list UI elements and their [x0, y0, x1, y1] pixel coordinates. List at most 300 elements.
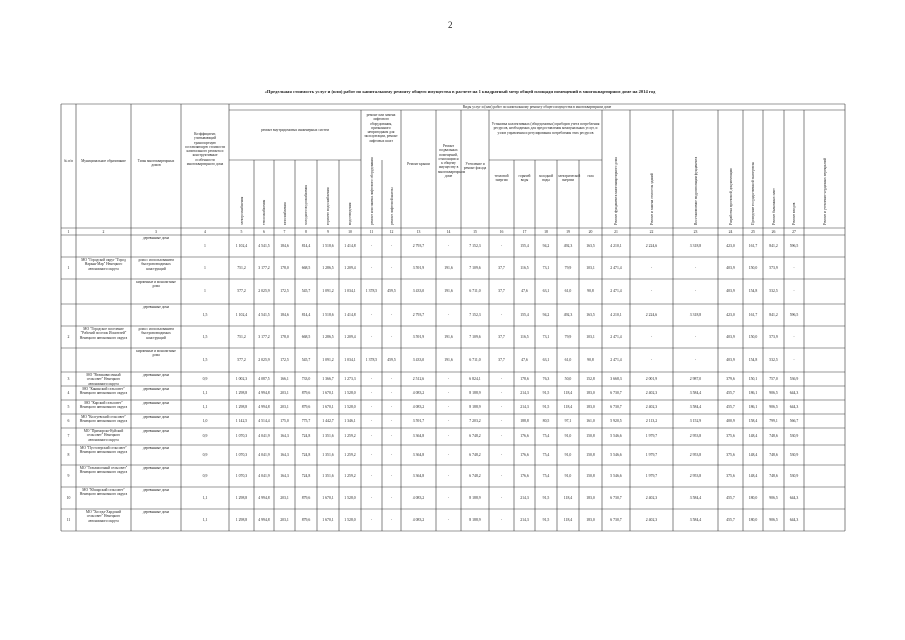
row-value: 150,0 — [748, 334, 758, 339]
row-value: 577,2 — [237, 289, 246, 293]
page-number: 2 — [448, 20, 453, 30]
row-value: 73,1 — [542, 265, 550, 270]
row-value: 1 351,6 — [322, 473, 334, 478]
row-coefficient: 1,1 — [202, 390, 208, 395]
row-value: 751,2 — [237, 265, 246, 270]
row-value: - — [793, 289, 795, 293]
row-value: 2 512,6 — [412, 376, 425, 381]
row-coefficient: 0,9 — [202, 376, 208, 381]
column-number: 8 — [305, 229, 307, 234]
row-value: 4 541,5 — [258, 243, 270, 248]
header-group-title: Виды услуг и (или) работ по капитальному ремонту общего имущества в многоквартирном доме — [462, 105, 612, 109]
row-value: 879,6 — [301, 404, 311, 409]
column-number: 25 — [751, 229, 755, 234]
row-value: 37,7 — [498, 357, 505, 362]
row-coefficient: 1,1 — [202, 404, 208, 409]
header-subcol: горячего водоснабжения — [326, 187, 330, 225]
row-value: 176,6 — [520, 434, 529, 438]
row-value: 1 979,7 — [645, 473, 658, 478]
row-value: 724,8 — [301, 473, 311, 478]
row-value: 906,5 — [769, 517, 778, 522]
row-coefficient: 1,5 — [202, 334, 208, 339]
row-value: - — [650, 289, 653, 293]
row-value: 2 001,9 — [645, 376, 658, 381]
row-value: 1 298,8 — [235, 404, 248, 409]
header-engineering: ремонт внутридомовых инженерных систем — [261, 128, 329, 132]
row-value: 530,9 — [789, 473, 799, 478]
row-house-type: деревянные дома — [142, 236, 170, 240]
row-value: 7 109,6 — [469, 334, 481, 339]
row-value: - — [793, 265, 795, 270]
row-value: 379,6 — [726, 376, 735, 381]
row-value: 75,4 — [542, 434, 550, 438]
row-value: 6 711,0 — [469, 289, 481, 293]
row-value: 1 670,1 — [322, 404, 334, 409]
row-value: 3 433,0 — [412, 289, 425, 293]
row-value: - — [370, 390, 373, 395]
row-municipality: МО "Великовисочный сельсовет" Ненецкого автономного округа — [86, 373, 121, 386]
row-value: 879,6 — [301, 390, 311, 395]
column-number: 13 — [416, 229, 421, 234]
row-value: 375,6 — [726, 452, 735, 457]
row-value: 2 987,0 — [689, 376, 702, 381]
row-value: - — [650, 265, 653, 270]
row-municipality: МО "Канинский сельсовет" Ненецкого автономного округа — [79, 387, 128, 396]
header-extra: Ремонт и замена отмосток зданий — [649, 173, 654, 225]
row-municipality: МО "Приморско-Куйский сельсовет" Ненецкого автономного округа — [83, 429, 124, 442]
row-coefficient: 1 — [204, 243, 206, 248]
row-value: 403,9 — [726, 357, 735, 362]
row-number: 7 — [67, 434, 70, 438]
column-number: 22 — [649, 229, 654, 234]
row-house-type: дома с использованием быстровозводимых конструкций — [138, 327, 174, 340]
row-value: 91,0 — [564, 452, 572, 457]
row-coefficient: 1,0 — [202, 418, 208, 423]
row-value: 757,0 — [769, 376, 778, 381]
row-value: 2 402,3 — [645, 404, 658, 409]
row-value: 116,5 — [520, 265, 529, 270]
row-value: 94,2 — [542, 243, 550, 248]
column-number: 16 — [499, 229, 504, 234]
row-value: 644,3 — [789, 517, 799, 522]
column-number: 5 — [240, 229, 243, 234]
row-value: - — [694, 357, 697, 362]
row-value: - — [500, 404, 503, 409]
row-municipality: МО "Городской округ "Город Нарьян-Мар" Ненецкого автономного округа — [81, 258, 126, 271]
row-value: 150,0 — [748, 265, 758, 270]
row-value: - — [370, 517, 373, 522]
row-value: - — [370, 334, 373, 339]
row-house-type: дома с использованием быстровозводимых конструкций — [138, 258, 174, 271]
row-value: 1 091,2 — [322, 357, 334, 362]
row-value: 6 730,7 — [610, 390, 622, 395]
row-value: 1 528,0 — [344, 390, 356, 395]
row-value: 1 102,4 — [235, 312, 248, 317]
header-extra: Восстановление гидроизоляции фундамента — [693, 156, 698, 225]
row-value: 90,8 — [587, 289, 594, 293]
row-value: 150,8 — [586, 452, 595, 457]
row-value: 164,3 — [280, 434, 289, 438]
column-number: 6 — [263, 229, 265, 234]
row-value: 203,1 — [280, 517, 289, 522]
header-extra: Ремонт входов — [792, 202, 796, 225]
column-number: 11 — [369, 229, 374, 234]
row-value: 906,5 — [769, 495, 778, 500]
header-meter-sub: газа — [587, 174, 594, 178]
row-value: 155,4 — [520, 312, 529, 317]
row-value: 1 298,8 — [235, 495, 248, 500]
row-value: 103,1 — [586, 334, 595, 339]
row-value: 668,5 — [301, 334, 311, 339]
row-value: 2 025,9 — [258, 357, 270, 362]
row-value: 6 730,7 — [610, 404, 622, 409]
row-value: - — [390, 265, 393, 270]
row-municipality: МО "Тельвисочный сельсовет" Ненецкого автономного округа — [79, 466, 128, 475]
row-value: 1 366,7 — [322, 376, 334, 381]
row-value: 1 259,2 — [344, 452, 356, 457]
row-value: 203,1 — [280, 495, 289, 500]
row-value: - — [447, 473, 450, 478]
row-value: 2 793,7 — [412, 243, 425, 248]
row-value: 8 188,9 — [469, 404, 481, 409]
row-coefficient: 1,1 — [202, 517, 208, 522]
column-number: 23 — [693, 229, 698, 234]
document-title: «Предельная стоимость услуг и (или) работ по капитальному ремонту общего имущества в расчете на 1 квадратный метр общей площади помещений в многоквартирном доме на 2014 год — [264, 89, 656, 94]
row-coefficient: 0,9 — [202, 452, 208, 457]
row-value: 455,7 — [726, 390, 735, 395]
row-number: 4 — [67, 390, 70, 395]
row-house-type: кирпичные и монолитные дома — [136, 280, 176, 289]
row-value: 748,6 — [769, 452, 778, 457]
column-number: 7 — [283, 229, 286, 234]
row-value: 183,0 — [586, 390, 595, 395]
row-house-type: деревянные дома — [142, 429, 170, 433]
row-value: 1 528,0 — [344, 495, 356, 500]
row-value: 161,7 — [748, 312, 758, 317]
row-value: 1 286,5 — [322, 265, 334, 270]
row-value: 4 994,8 — [258, 404, 270, 409]
row-value: 1 518,6 — [322, 243, 334, 248]
row-value: 214,3 — [520, 390, 529, 395]
row-coefficient: 1,5 — [202, 312, 208, 317]
row-value: 3 433,0 — [412, 357, 425, 362]
row-value: 1 528,0 — [344, 517, 356, 522]
row-value: 79,9 — [564, 265, 572, 270]
row-value: 724,8 — [301, 452, 311, 457]
row-value: 116,5 — [520, 334, 529, 339]
row-value: 6 711,0 — [469, 357, 481, 362]
row-value: 154,8 — [748, 289, 758, 293]
row-value: - — [500, 390, 503, 395]
row-value: 530,9 — [789, 434, 799, 438]
row-value: 2 025,9 — [258, 289, 270, 293]
header-extra: Ремонт фундамента многоквартирного дома — [614, 157, 618, 225]
header-municipality: Муниципальное образование — [81, 159, 126, 163]
row-value: 91,5 — [542, 390, 550, 395]
header-subcol: электроснабжения — [239, 196, 244, 225]
row-value: 5 920,5 — [610, 418, 622, 423]
row-value: 172,5 — [280, 289, 289, 293]
row-value: - — [390, 418, 393, 423]
row-value: 644,3 — [789, 495, 799, 500]
row-value: 61,0 — [564, 357, 572, 362]
row-value: - — [500, 517, 503, 522]
row-value: 375,6 — [726, 473, 735, 478]
row-value: 2 402,3 — [645, 517, 658, 522]
row-value: 6 730,7 — [610, 495, 622, 500]
row-value: 47,6 — [521, 357, 528, 362]
row-value: 76,3 — [542, 376, 550, 381]
row-value: 1 298,8 — [235, 390, 248, 395]
row-value: 163,5 — [586, 312, 595, 317]
row-value: - — [793, 357, 795, 362]
row-value: 1 070,3 — [235, 473, 248, 478]
row-value: - — [500, 495, 503, 500]
row-value: 176,6 — [520, 473, 529, 478]
row-value: 644,3 — [789, 390, 799, 395]
row-value: - — [370, 452, 373, 457]
column-number: 20 — [588, 229, 593, 234]
row-value: 733,0 — [301, 376, 311, 381]
row-value: - — [390, 390, 393, 395]
row-value: 3 152,9 — [689, 418, 702, 423]
row-house-type: деревянные дома — [142, 401, 170, 405]
row-value: 7 203,2 — [469, 418, 481, 423]
row-value: 2 113,2 — [645, 418, 658, 423]
row-value: 2 953,8 — [689, 434, 702, 438]
header-subcol: водоотведения — [348, 202, 352, 225]
row-value: 4 083,2 — [412, 517, 425, 522]
row-value: 455,7 — [726, 517, 735, 522]
row-value: 1 273,3 — [344, 376, 356, 381]
row-value: 4 210,1 — [610, 312, 622, 317]
header-extra: Проведение государственной экспертизы — [751, 161, 755, 225]
row-house-type: деревянные дома — [142, 415, 170, 419]
row-value: 4 041,9 — [258, 434, 270, 438]
row-value: 532,5 — [769, 289, 778, 293]
row-value: 3 591,9 — [412, 334, 425, 339]
row-value: - — [390, 434, 393, 438]
row-value: 176,6 — [520, 452, 529, 457]
row-value: 906,5 — [769, 390, 778, 395]
row-value: - — [694, 334, 697, 339]
row-value: - — [500, 312, 503, 317]
row-value: 154,8 — [748, 357, 758, 362]
header-meters: Установка коллективных (общедомовых) приборов учета потребления ресурсов, необходимых для предоставления коммунальных услуг, и узлов управления и регулирования потребления этих ресурсов — [491, 122, 600, 135]
row-value: - — [390, 473, 393, 478]
row-house-type: деревянные дома — [142, 466, 170, 470]
row-value: 1 091,2 — [322, 289, 334, 293]
row-value: 63,1 — [542, 289, 550, 293]
row-value: 1 070,3 — [235, 452, 248, 457]
row-value: 2 224,6 — [645, 243, 658, 248]
row-value: 188,8 — [520, 418, 529, 423]
row-value: 775,7 — [301, 418, 311, 423]
row-value: 80,5 — [542, 418, 550, 423]
row-value: 596,5 — [789, 243, 799, 248]
row-municipality: МО "Хоседа-Хардский сельсовет" Ненецкого автономного округа — [85, 510, 122, 523]
row-value: 118,4 — [563, 517, 573, 522]
header-subcol: газоснабжения — [282, 202, 287, 225]
row-house-type: деревянные дома — [142, 305, 170, 309]
row-value: - — [370, 312, 373, 317]
row-value: 3 591,9 — [412, 265, 425, 270]
row-value: - — [390, 243, 393, 248]
row-value: 214,3 — [520, 517, 529, 522]
column-number: 24 — [728, 229, 733, 234]
header-elevator: ремонт или замена лифтового оборудования, признанного непригодным для эксплуатации, ремонт лифтовых шахт — [364, 113, 398, 143]
row-value: 403,9 — [726, 265, 735, 270]
row-value: 178,6 — [520, 376, 529, 381]
row-value: 3 584,4 — [689, 517, 702, 522]
row-value: - — [370, 495, 373, 500]
row-value: 91,5 — [542, 404, 550, 409]
row-value: - — [500, 418, 503, 423]
row-value: 573,9 — [769, 265, 778, 270]
row-value: - — [390, 334, 393, 339]
row-value: 4 083,2 — [412, 404, 425, 409]
row-value: - — [390, 517, 393, 522]
row-value: 5 546,6 — [610, 473, 622, 478]
row-value: 1 414,8 — [344, 312, 356, 317]
row-value: 879,6 — [301, 495, 311, 500]
row-value: 841,2 — [769, 243, 778, 248]
row-value: 1 298,8 — [235, 517, 248, 522]
row-value: 186,1 — [748, 390, 758, 395]
row-value: 4 083,2 — [412, 390, 425, 395]
row-value: 459,5 — [387, 357, 396, 362]
row-value: - — [793, 334, 795, 339]
row-value: 1 670,1 — [322, 495, 334, 500]
row-value: - — [370, 265, 373, 270]
header-house-type: Типы многоквартирных домов — [137, 159, 175, 168]
row-value: 180,0 — [748, 495, 758, 500]
row-value: 152,8 — [586, 376, 595, 381]
row-value: 1 259,2 — [344, 473, 356, 478]
row-value: - — [650, 334, 653, 339]
row-value: 1 034,1 — [344, 289, 356, 293]
row-value: 191,6 — [444, 289, 453, 293]
row-value: 6 748,2 — [469, 452, 481, 457]
row-value: 178,0 — [280, 265, 289, 270]
row-value: 172,5 — [280, 357, 289, 362]
row-house-type: деревянные дома — [142, 446, 170, 450]
row-value: - — [500, 452, 503, 457]
row-value: 1 346,1 — [344, 418, 356, 423]
column-number: 10 — [348, 229, 352, 234]
row-value: 118,4 — [563, 495, 573, 500]
row-value: 75,4 — [542, 473, 550, 478]
row-value: 3 364,8 — [412, 434, 425, 438]
row-value: 8 188,9 — [469, 517, 481, 522]
row-value: 814,4 — [301, 312, 311, 317]
row-value: 3 668,3 — [610, 376, 622, 381]
row-value: 577,2 — [237, 357, 246, 362]
row-value: 400,9 — [726, 418, 735, 423]
row-value: 186,1 — [748, 404, 758, 409]
row-municipality: МО "Карский сельсовет" Ненецкого автономного округа — [79, 401, 128, 410]
row-value: 37,7 — [498, 289, 505, 293]
row-value: 423,0 — [726, 312, 735, 317]
row-value: 644,3 — [789, 404, 799, 409]
header-subcol: ремонт или замена лифтового оборудования — [369, 157, 374, 225]
row-value: 91,5 — [542, 517, 550, 522]
column-number: 18 — [544, 229, 548, 234]
row-value: 545,7 — [301, 289, 311, 293]
row-value: 148,4 — [748, 452, 758, 457]
row-value: 8 188,9 — [469, 390, 481, 395]
row-value: - — [447, 495, 450, 500]
row-value: 47,6 — [521, 289, 528, 293]
row-number: 10 — [66, 495, 71, 500]
row-value: 183,0 — [586, 404, 595, 409]
row-value: 175,0 — [280, 418, 289, 423]
row-value: 3 584,4 — [689, 390, 702, 395]
row-value: - — [370, 404, 373, 409]
row-value: 1 351,6 — [322, 452, 334, 457]
row-house-type: деревянные дома — [142, 387, 170, 391]
row-value: - — [390, 495, 393, 500]
row-value: 91,0 — [564, 473, 572, 478]
row-value: 2 953,8 — [689, 473, 702, 478]
row-value: 4 994,8 — [258, 517, 270, 522]
row-value: 3 584,4 — [689, 404, 702, 409]
row-value: 191,6 — [444, 265, 453, 270]
row-value: - — [370, 434, 373, 438]
row-value: 148,4 — [748, 473, 758, 478]
row-value: 4 541,5 — [258, 312, 270, 317]
row-value: 61,0 — [564, 289, 572, 293]
row-value: 751,2 — [237, 334, 246, 339]
row-house-type: деревянные дома — [142, 510, 170, 514]
row-value: 4 994,8 — [258, 390, 270, 395]
row-coefficient: 1 — [204, 289, 206, 293]
row-value: 1 209,4 — [344, 334, 356, 339]
header-extra: Ремонт и утепление чердачных перекрытий — [822, 157, 827, 225]
row-value: - — [447, 517, 450, 522]
row-value: 459,5 — [387, 289, 396, 293]
row-value: 1 259,2 — [344, 434, 356, 438]
header-coefficient: Коэффициент, учитывающий транспортную составляющую стоимости капитального ремонта и конструктивные особенности многоквартирного дома — [184, 132, 226, 167]
row-value: 163,5 — [586, 243, 595, 248]
row-value: - — [447, 312, 450, 317]
header-basement: Ремонт подвальных помещений, относящихся к общему имуществу в многоквартирном доме — [438, 144, 466, 179]
row-value: 1 414,8 — [344, 243, 356, 248]
row-value: 4 083,2 — [412, 495, 425, 500]
row-coefficient: 1 — [204, 265, 206, 270]
row-value: 1 378,5 — [365, 357, 378, 362]
row-municipality: МО "Пустозерский сельсовет" Ненецкого автономного округа — [79, 446, 128, 455]
row-number: 11 — [66, 517, 71, 522]
column-number: 14 — [446, 229, 451, 234]
row-value: - — [694, 289, 697, 293]
row-value: 191,6 — [444, 357, 453, 362]
row-value: - — [447, 390, 450, 395]
row-value: 814,4 — [301, 243, 311, 248]
row-value: - — [447, 404, 450, 409]
row-value: 73,1 — [542, 334, 550, 339]
row-value: 668,5 — [301, 265, 311, 270]
row-value: 1 442,7 — [322, 418, 334, 423]
row-value: 1 034,1 — [344, 357, 356, 362]
row-municipality: МО "Юшарский сельсовет" Ненецкого автономного округа — [79, 488, 128, 497]
row-value: 3 177,2 — [258, 334, 270, 339]
row-value: 214,3 — [520, 495, 529, 500]
row-value: 161,0 — [586, 418, 595, 423]
row-value: 1 670,1 — [322, 517, 334, 522]
row-value: 63,1 — [542, 357, 550, 362]
row-value: 3 364,8 — [412, 473, 425, 478]
